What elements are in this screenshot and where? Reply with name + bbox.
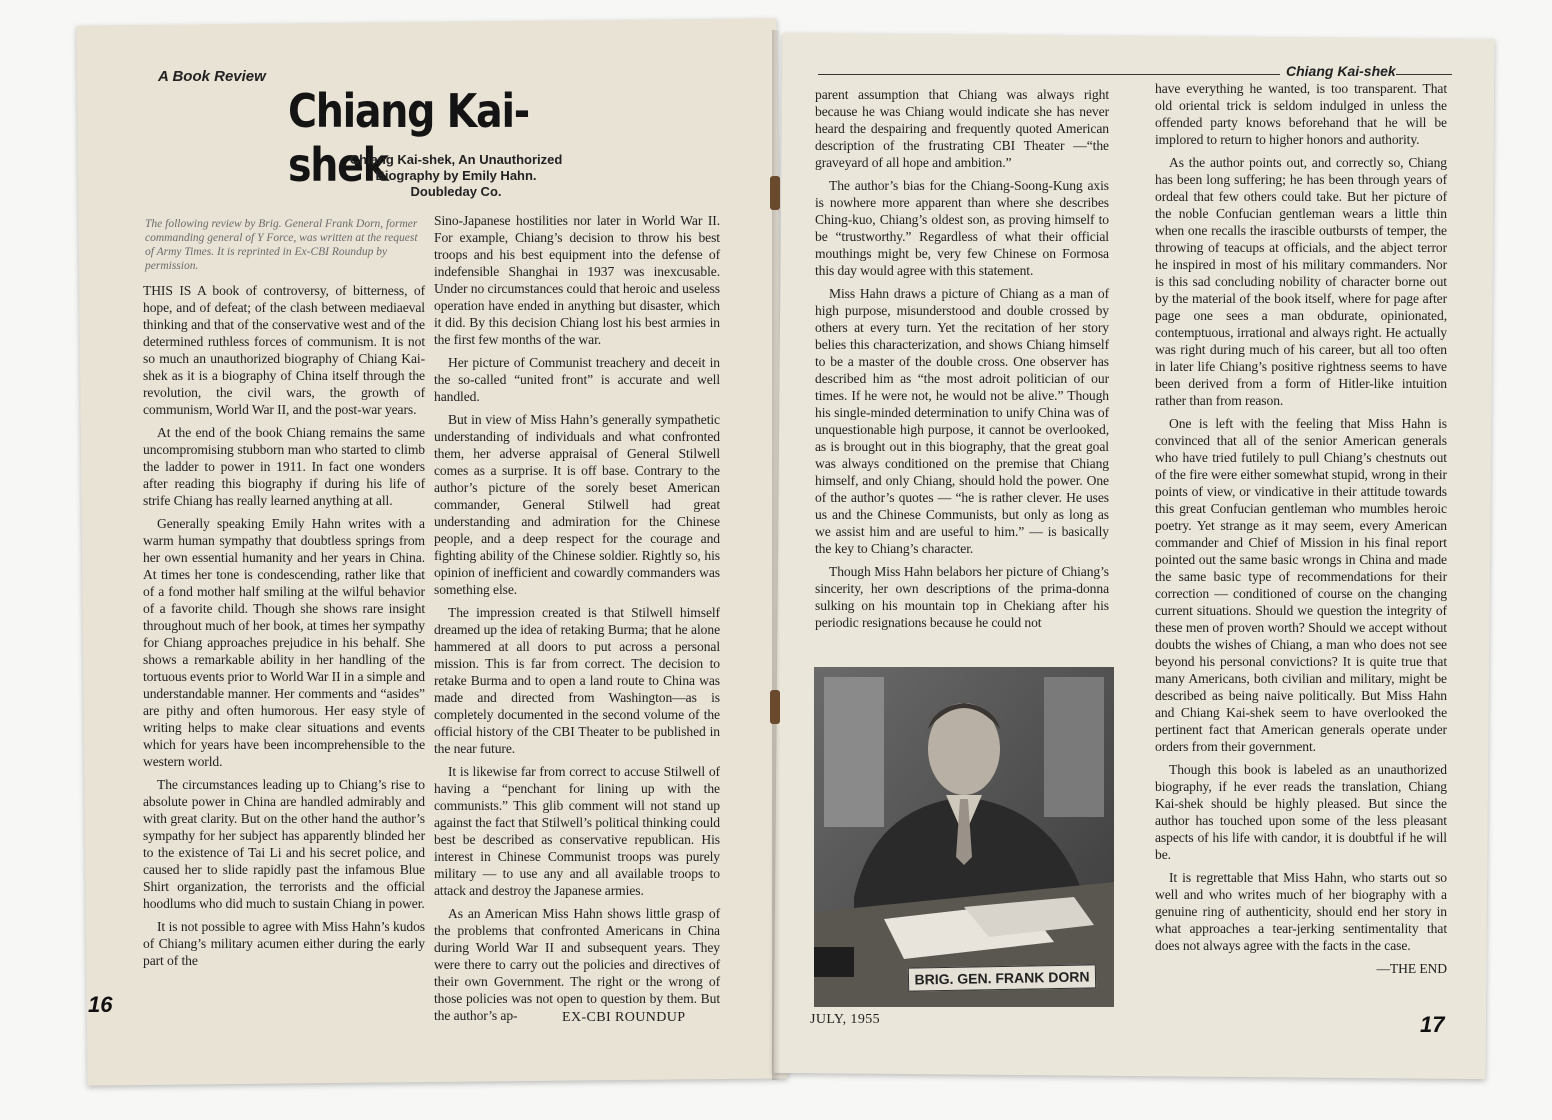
column-1 — [143, 282, 425, 975]
paragraph: It is regrettable that Miss Hahn, who starts out so well and who writes much of her biography with a genuine ring of authenticity, should end her story in what approaches a tear-jerking sentimentality that does not always agree with the facts in the case. — [1155, 870, 1447, 953]
article-title: Chiang Kai-shek — [288, 84, 529, 192]
paragraph: But in view of Miss Hahn’s generally sympathetic understanding of individuals and what confronted them, her adverse appraisal of General Stilwell comes as a surprise. It is off base. Contrary to the author’s picture of the sorely beset American commander, General Stilwell had great understanding and admiration for the Chinese people, and a deep respect for the courage and fighting ability of the Chinese soldier. Rightly so, his opinion of inefficient and cowardly commanders was something else. — [434, 412, 720, 597]
paragraph: Though Miss Hahn belabors her picture of Chiang’s sincerity, her own descriptions of the prima-donna sulking on his mountain top in Chekiang after his periodic resignations because he could not — [815, 564, 1109, 630]
magazine-name: EX-CBI ROUNDUP — [562, 1010, 686, 1025]
name-plate: BRIG. GEN. FRANK DORN — [908, 964, 1096, 991]
paragraph: As an American Miss Hahn shows little grasp of the problems that confronted Americans in China during World War II and subsequent years. They were there to carry out the policies and directives of their own Government. The right or the wrong of those policies was not open to question by them. But the author’s ap- — [434, 906, 720, 1023]
page-number-right: 17 — [1420, 1012, 1445, 1037]
paragraph: The impression created is that Stilwell himself dreamed up the idea of retaking Burma; that he alone hammered at all doors to put across a personal mission. This is far from correct. The decision to retake Burma and to open a land route to China was made and directed from Washington—as is completely documented in the second volume of the official history of the CBI Theater to be published in the near future. — [434, 605, 720, 756]
paragraph: Generally speaking Emily Hahn writes with a warm human sympathy that doubtless springs from her own essential humanity and her years in China. At times her tone is condescending, rather like that of a fond mother half smiling at the wilful behavior of a favorite child. Though she shows rare insight throughout much of her book, at times her sympathy for Chiang approaches prejudice in his behalf. She shows a remarkable ability in her handling of the tortuous events prior to World War II in a simple and understandable manner. Her comments and “asides” are pithy and often humorous. Her easy style of writing helps to make clear situations and events which for years have been incomprehensible to the western world. — [143, 516, 425, 769]
paragraph: have everything he wanted, is too transparent. That old oriental trick is seldom indulged in unless the offended party knows beforehand that he will be implored to return to higher honors and authority. — [1155, 81, 1447, 147]
editor-note: The following review by Brig. General Frank Dorn, former commanding general of Y Force, was written at the request of Army Times. It is reprinted in Ex-CBI Roundup by permission. — [145, 218, 418, 272]
column-4 — [1155, 80, 1447, 977]
staple-top — [770, 176, 780, 210]
paragraph: It is not possible to agree with Miss Hahn’s kudos of Chiang’s military acumen either during the early part of the — [143, 919, 425, 968]
paragraph: THIS IS A book of controversy, of bitterness, of hope, and of defeat; of the clash between mediaeval thinking and that of the conservative west and of the determined ruthless forces of communism. It is not so much an unauthorized biography of Chiang Kai-shek as it is a biography of China itself through the revolution, the civil wars, the growth of communism, World War II, and the post-war years. — [143, 283, 425, 417]
paragraph: Miss Hahn draws a picture of Chiang as a man of high purpose, misunderstood and double crossed by others at every turn. Yet the recitation of her story belies this characterization, and shows Chiang himself to be a master of the double cross. One observer has described him as “the most adroit politician of our times. If he were not, he would not be alive.” Though his single-minded determination to unify China was of unquestionable high purpose, it cannot be overlooked, as is brought out in this biography, that the great goal was always conditioned on the premise that Chiang himself, and only Chiang, should hold the power. One of the author’s quotes — “he is rather clever. He uses us and the Chinese Communists, but only as long as we assist him and are useful to him.” — is basically the key to Chiang’s character. — [815, 286, 1109, 556]
paragraph: Though this book is labeled as an unauthorized biography, if he ever reads the translation, Chiang Kai-shek should be highly pleased. But since the author has touched upon some of the less pleasant aspects of his life with candor, it is doubtful if he will be. — [1155, 762, 1447, 862]
paragraph: The author’s bias for the Chiang-Soong-Kung axis is nowhere more apparent than where she describes Ching-kuo, Chiang’s oldest son, as proving himself to be “trustworthy.” Regardless of what their official mouthings might be, very few Chinese on Formosa this day would agree with this statement. — [815, 178, 1109, 278]
portrait-photo — [814, 667, 1114, 1007]
end-mark: —THE END — [1376, 961, 1447, 976]
paragraph: One is left with the feeling that Miss Hahn is convinced that all of the senior American generals who have tried futilely to pull Chiang’s chestnuts out of the fire were either somewhat stupid, wrong in their points of view, or vindicative in their attitude towards this great Confucian gentleman who mumbles heroic poetry. Yet strange as it may seem, every American commander and Chief of Mission in his final report pointed out the same basic wrongs in China and made the same basic type of recommendations for their correction — conditioned of course on the changing current situations. Should we question the integrity of these men of proven worth? Should we accept without doubts the wishes of Chiang, a man who does not see beyond his personal convictions? It is quite true that many Americans, both civilian and military, might be described as being naive politically. But Miss Hahn and Chiang Kai-shek seem to have overlooked the pertinent fact that American generals operate under orders from their government. — [1155, 416, 1447, 754]
book-info — [316, 152, 596, 200]
paragraph: As the author points out, and correctly so, Chiang has been long suffering; he has been through years of ordeal that few others could take. But her picture of the noble Confucian gentleman wears a little thin when one recalls the irascible outbursts of temper, the throwing of teacups at officials, and the abject terror he inspired in most of his military commanders. Nor is this sad concluding nobility of character borne out by the material of the book itself, where for page after page one sees a man obdurate, opinionated, contemptuous, irrational and always right. He actually was right during much of his career, but all too often in later life Chiang’s positive rightness seems to have been derived from a form of Hitler-like intuition rather than from reason. — [1155, 155, 1447, 408]
paragraph: The circumstances leading up to Chiang’s rise to absolute power in China are handled admirably and with great clarity. But on the other hand the author’s sympathy for her subject has apparently blinded her to the existence of Tai Li and his secret police, and caused her to slide rapidly past the infamous Blue Shirt organization, the terrorists and the official hoodlums who did much to sustain Chiang in power. — [143, 777, 425, 911]
staple-bottom — [770, 690, 780, 724]
paragraph: Her picture of Communist treachery and deceit in the so-called “united front” is accurate and well handled. — [434, 355, 720, 404]
paragraph: At the end of the book Chiang remains the same uncompromising stubborn man who started to climb the ladder to power in 1911. In fact one wonders after reading this biography if during his life of strife Chiang has really learned anything at all. — [143, 425, 425, 508]
running-head: Chiang Kai-shek — [1280, 63, 1396, 79]
paragraph: It is likewise far from correct to accuse Stilwell of having a “penchant for lining up with the communists.” This glib comment will not stand up against the fact that Stilwell’s political thinking could best be described as conservative republican. His interest in Chinese Communist troops was purely military — to use any and all available troops to attack and destroy the Japanese armies. — [434, 764, 720, 898]
book-info-line: Doubleday Co. — [410, 184, 502, 199]
portrait-illustration — [814, 667, 1114, 1007]
column-3 — [815, 86, 1109, 637]
book-info-line: Chiang Kai-shek, An Unauthorized — [349, 152, 563, 167]
paragraph: Sino-Japanese hostilities nor later in World War II. For example, Chiang’s decision to throw his best troops and his best equipment into the defense of indefensible Shanghai in 1937 was inexcusable. Under no circumstances could that heroic and useless operation have ended in anything but disaster, which it did. By this decision Chiang lost his best armies in the first few months of the war. — [434, 213, 720, 347]
page-number-left: 16 — [88, 992, 113, 1017]
book-info-line: Biography by Emily Hahn. — [375, 168, 537, 183]
issue-date: JULY, 1955 — [810, 1012, 881, 1027]
section-kicker: A Book Review — [158, 68, 266, 85]
column-2 — [434, 212, 720, 1030]
paragraph: parent assumption that Chiang was always right because he was Chiang would indicate she has never heard the despairing and frequently quoted American description of the frustrating CBI Theater —“the graveyard of all hope and ambition.” — [815, 87, 1109, 170]
